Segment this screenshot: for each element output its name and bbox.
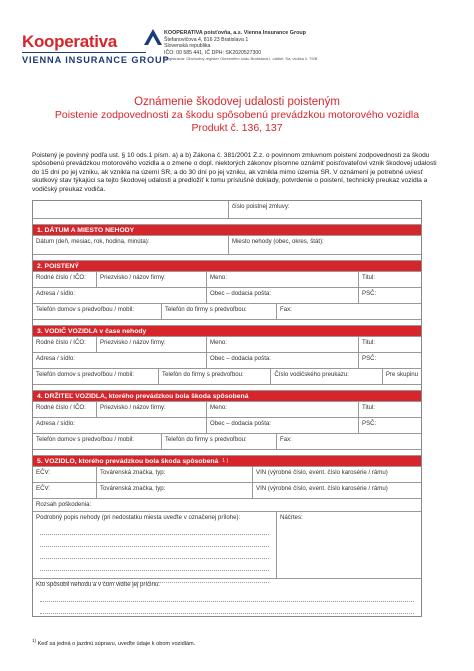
driver-license-field[interactable]: Číslo vodičského preukazu: — [270, 369, 381, 384]
company-street: Štefanovičova 4, 816 23 Bratislava 1 — [164, 36, 249, 43]
insured-title-field[interactable]: Titul: — [358, 272, 421, 287]
footnote-text: Keď sa jedná o jazdnú súpravu, uveďte údaje k obom vozidlám. — [37, 640, 196, 647]
driver-surname-field[interactable]: Priezvisko / názov firmy: — [96, 337, 206, 352]
logo-subtitle: VIENNA INSURANCE GROUP — [22, 52, 146, 65]
insured-phone-row — [33, 303, 421, 319]
footnote-mark: 1) — [32, 638, 37, 643]
place-field[interactable]: Miesto nehody (obec, okres, štát): — [228, 236, 421, 254]
driver-phone-work-field[interactable]: Telefón do firmy s predvoľbou: — [158, 369, 270, 384]
blank-cell — [33, 201, 228, 218]
holder-psc-field[interactable]: PSČ: — [358, 418, 421, 433]
claim-form — [32, 200, 422, 617]
insured-psc-field[interactable]: PSČ: — [358, 288, 421, 303]
company-info — [164, 30, 317, 63]
cause-line[interactable] — [40, 594, 414, 602]
vehicle-row-2 — [33, 482, 421, 498]
vehicle-2-vin-field[interactable]: VIN (výrobné číslo, event. číslo karosérie / rámu) — [252, 483, 421, 498]
footnote — [32, 638, 195, 647]
description-line[interactable] — [40, 551, 269, 559]
section-1-header: 1. DÁTUM A MIESTO NEHODY — [33, 224, 421, 235]
driver-license-group-field[interactable]: Pre skupinu — [382, 369, 421, 384]
intro-paragraph: Poistený je povinný podľa ust. § 10 ods.1 písm. a) a b) Zákona č. 381/2001 Z.z. o povinnom zmluvnom poistení zodpovednosti za škodu spôsobenú prevádzkou motorového vozidla a o zmene o dopl. niektorých zákonov písomne oznámiť poisťovateľovi vznik škodovej udalosti do 15 dní po jej vzniku, ak vznikla na území SR, a do 30 dní po jej vzniku, ak vznikla mimo územia SR. V oznámení je potrebné uviesť skutkový stav týkajúci sa tejto škodovej udalosti a predložiť k tomu príslušné doklady, potvrdenie o poistení, technický preukaz vozidla a vodičský preukaz vodiča. — [32, 152, 437, 193]
date-field[interactable]: Dátum (deň, mesiac, rok, hodina, minúta): — [36, 238, 150, 245]
holder-city-field[interactable]: Obec – dodacia pošta: — [206, 418, 358, 433]
insured-id-row — [33, 271, 421, 287]
section-3-header: 3. VODIČ VOZIDLA v čase nehody — [33, 325, 421, 336]
driver-city-field[interactable]: Obec – dodacia pošta: — [206, 353, 358, 368]
policy-number-field[interactable]: číslo poistnej zmluvy: — [228, 201, 421, 218]
vehicle-row-1 — [33, 466, 421, 482]
title-line-2: Poistenie zodpovednosti za škodu spôsobenú prevádzkou motorového vozidla — [54, 109, 420, 121]
accident-cause-field[interactable] — [33, 579, 421, 616]
logo-wordmark: Kooperativa — [22, 32, 117, 51]
holder-surname-field[interactable]: Priezvisko / názov firmy: — [96, 402, 206, 417]
driver-id-row — [33, 336, 421, 352]
driver-phone-row — [33, 368, 421, 384]
title-line-1: Oznámenie škodovej udalosti poisteným — [134, 96, 340, 108]
company-country: Slovenská republika — [164, 43, 211, 50]
footnote-reference: 1 ) — [222, 458, 229, 464]
holder-name-field[interactable]: Meno: — [206, 402, 358, 417]
damage-extent-field[interactable]: Rozsah poškodenia: — [36, 501, 92, 508]
company-ids: IČO: 00 585 441, IČ DPH: SK2020527300 — [164, 49, 262, 56]
date-place-row — [33, 235, 421, 254]
vehicle-2-ecv-field[interactable]: EČV: — [36, 485, 50, 492]
holder-fax-field[interactable]: Fax: — [276, 434, 421, 449]
logo-flag-icon — [144, 29, 162, 45]
description-line[interactable] — [40, 563, 269, 571]
holder-phone-work-field[interactable]: Telefón do firmy s predvoľbou: — [161, 434, 276, 449]
section-5-title: 5. VOZIDLO, ktorého prevádzkou bola škoda spôsobená — [37, 458, 219, 465]
accident-description-field[interactable] — [33, 512, 276, 578]
kooperativa-logo — [22, 32, 170, 65]
driver-title-field[interactable]: Titul: — [358, 337, 421, 352]
driver-name-field[interactable]: Meno: — [206, 337, 358, 352]
vehicle-1-brand-field[interactable]: Továrenská značka, typ: — [96, 467, 252, 482]
holder-address-row — [33, 417, 421, 433]
insured-name-field[interactable]: Meno: — [206, 272, 358, 287]
description-line[interactable] — [40, 539, 269, 547]
vehicle-2-brand-field[interactable]: Továrenská značka, typ: — [96, 483, 252, 498]
form-title — [0, 95, 474, 135]
section-2-header: 2. POISTENÝ — [33, 260, 421, 271]
section-4-header: 4. DRŽITEĽ VOZIDLA, ktorého prevádzkou bola škoda spôsobená — [33, 390, 421, 401]
insured-fax-field[interactable]: Fax: — [276, 304, 421, 319]
cause-row — [33, 578, 421, 616]
damage-row — [33, 498, 421, 511]
insured-phone-home-field[interactable]: Telefón domov s predvoľbou / mobil: — [36, 306, 134, 313]
driver-phone-home-field[interactable]: Telefón domov s predvoľbou / mobil: — [36, 371, 134, 378]
insured-id-field[interactable]: Rodné číslo / IČO: — [36, 274, 86, 281]
description-row — [33, 511, 421, 578]
insured-surname-field[interactable]: Priezvisko / názov firmy: — [96, 272, 206, 287]
driver-address-field[interactable]: Adresa / sídlo: — [36, 355, 75, 362]
insured-address-row — [33, 287, 421, 303]
product-number: Produkt č. 136, 137 — [191, 122, 283, 134]
holder-phone-home-field[interactable]: Telefón domov s predvoľbou / mobil: — [36, 436, 134, 443]
vehicle-1-ecv-field[interactable]: EČV: — [36, 469, 50, 476]
policy-number-row — [33, 201, 421, 218]
insured-address-field[interactable]: Adresa / sídlo: — [36, 290, 75, 297]
sketch-field[interactable]: Náčrtes: — [276, 512, 421, 578]
cause-label: Kto spôsobil nehodu a v čom vidíte jej príčinu: — [36, 581, 160, 588]
holder-address-field[interactable]: Adresa / sídlo: — [36, 420, 75, 427]
holder-id-row — [33, 401, 421, 417]
cause-line[interactable] — [40, 606, 414, 614]
company-name: KOOPERATIVA poisťovňa, a.s. Vienna Insurance Group — [164, 30, 306, 36]
description-line[interactable] — [40, 527, 269, 535]
driver-address-row — [33, 352, 421, 368]
holder-id-field[interactable]: Rodné číslo / IČO: — [36, 404, 86, 411]
holder-phone-row — [33, 433, 421, 449]
driver-id-field[interactable]: Rodné číslo / IČO: — [36, 339, 86, 346]
holder-title-field[interactable]: Titul: — [358, 402, 421, 417]
company-registration: Registrácia: Obchodný register Okresného súdu Bratislava I, oddiel: Sa, vložka č. 79/B — [164, 56, 318, 62]
driver-psc-field[interactable]: PSČ: — [358, 353, 421, 368]
insured-phone-work-field[interactable]: Telefón do firmy s predvoľbou: — [161, 304, 276, 319]
insured-city-field[interactable]: Obec – dodacia pošta: — [206, 288, 358, 303]
vehicle-1-vin-field[interactable]: VIN (výrobné číslo, event. číslo karosérie / rámu) — [252, 467, 421, 482]
section-5-header — [33, 455, 421, 466]
description-label: Podrobný popis nehody (pri nedostatku miesta uveďte v označenej prílohe): — [36, 514, 241, 521]
